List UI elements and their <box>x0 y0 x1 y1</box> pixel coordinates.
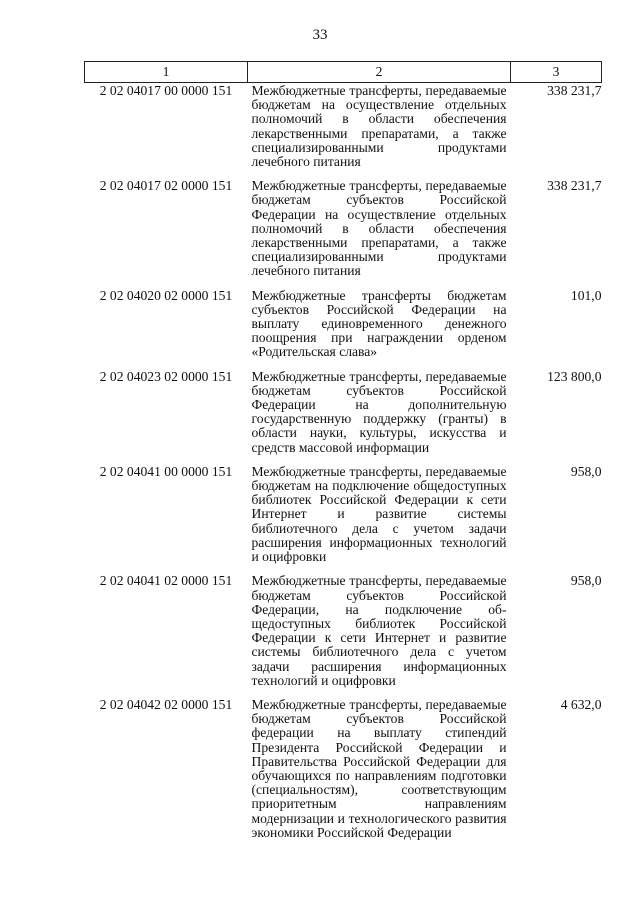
transfer-description: Межбюджетные трансферты, передаваемые бюджетам субъектов Российской Федерации на осуществление отдельных полномочий в области обеспечения лекарственными препаратами, а также специализированными продуктами лечебного питания <box>251 178 507 279</box>
table-row <box>85 83 602 180</box>
amount-value: 958,0 <box>570 463 602 479</box>
amount-value: 101,0 <box>570 287 602 303</box>
table-header-row <box>85 62 602 83</box>
budget-code: 2 02 04042 02 0000 151 <box>99 696 233 712</box>
column-header-description: 2 <box>248 62 511 83</box>
amount-value: 4 632,0 <box>560 696 602 712</box>
transfer-description: Межбюджетные трансферты, передаваемые бюджетам субъектов Российской Федерации на дополнительную государственную поддержку (гранты) в области науки, культуры, искусства и средств массовой информации <box>251 368 507 455</box>
amount-value: 958,0 <box>570 573 602 589</box>
table-row <box>85 179 602 288</box>
amount-value: 338 231,7 <box>547 83 602 98</box>
budget-code: 2 02 04041 00 0000 151 <box>99 463 233 479</box>
table-row <box>85 289 602 370</box>
amount-value: 338 231,7 <box>547 178 602 194</box>
transfer-description: Межбюджетные трансферты бюджетам субъектов Российской Федерации на выплату единовременного денежного поощрения при награждении орденом «Родительская слава» <box>251 287 507 360</box>
budget-code: 2 02 04017 00 0000 151 <box>99 83 233 98</box>
table-row <box>85 465 602 574</box>
budget-code: 2 02 04023 02 0000 151 <box>99 368 233 384</box>
table-row <box>85 370 602 465</box>
budget-code: 2 02 04020 02 0000 151 <box>99 287 233 303</box>
budget-code: 2 02 04041 02 0000 151 <box>99 573 233 589</box>
table-row <box>85 698 602 850</box>
column-header-code: 1 <box>85 62 248 83</box>
transfer-description: Межбюджетные трансферты, передаваемые бюджетам субъектов Российской федерации на выплату стипендий Президента Российской Федерации и Правительства Российской Федерации для обучающихся по направлениям подготовки (специальностям), соответствующим приоритетным направлениям модернизации и технологического развития экономики Российской Федерации <box>251 696 507 840</box>
page-number: 33 <box>312 27 328 43</box>
transfer-description: Межбюджетные трансферты, передаваемые бюджетам на подключение общедоступных библиотек Российской Федерации к сети Интернет и развитие системы библиотечного дела с учетом задачи расширения информационных технологий и оцифровки <box>251 463 507 565</box>
budget-table <box>84 61 602 850</box>
amount-value: 123 800,0 <box>547 368 602 384</box>
transfer-description: Межбюджетные трансферты, передаваемые бюджетам на осуществление отдельных полномочий в области обеспечения лекарственными препаратами, а также специализированными продуктами лечебного питания <box>251 83 507 170</box>
transfer-description: Межбюджетные трансферты, передаваемые бюджетам субъектов Российской Федерации, на подключение общедоступных библиотек Российской Федерации к сети Интернет и развитие системы библиотечного дела с учетом задачи расширения информационных технологий и оцифровки <box>251 573 507 688</box>
table-row <box>85 574 602 698</box>
column-header-amount: 3 <box>511 62 602 83</box>
budget-code: 2 02 04017 02 0000 151 <box>99 178 233 194</box>
